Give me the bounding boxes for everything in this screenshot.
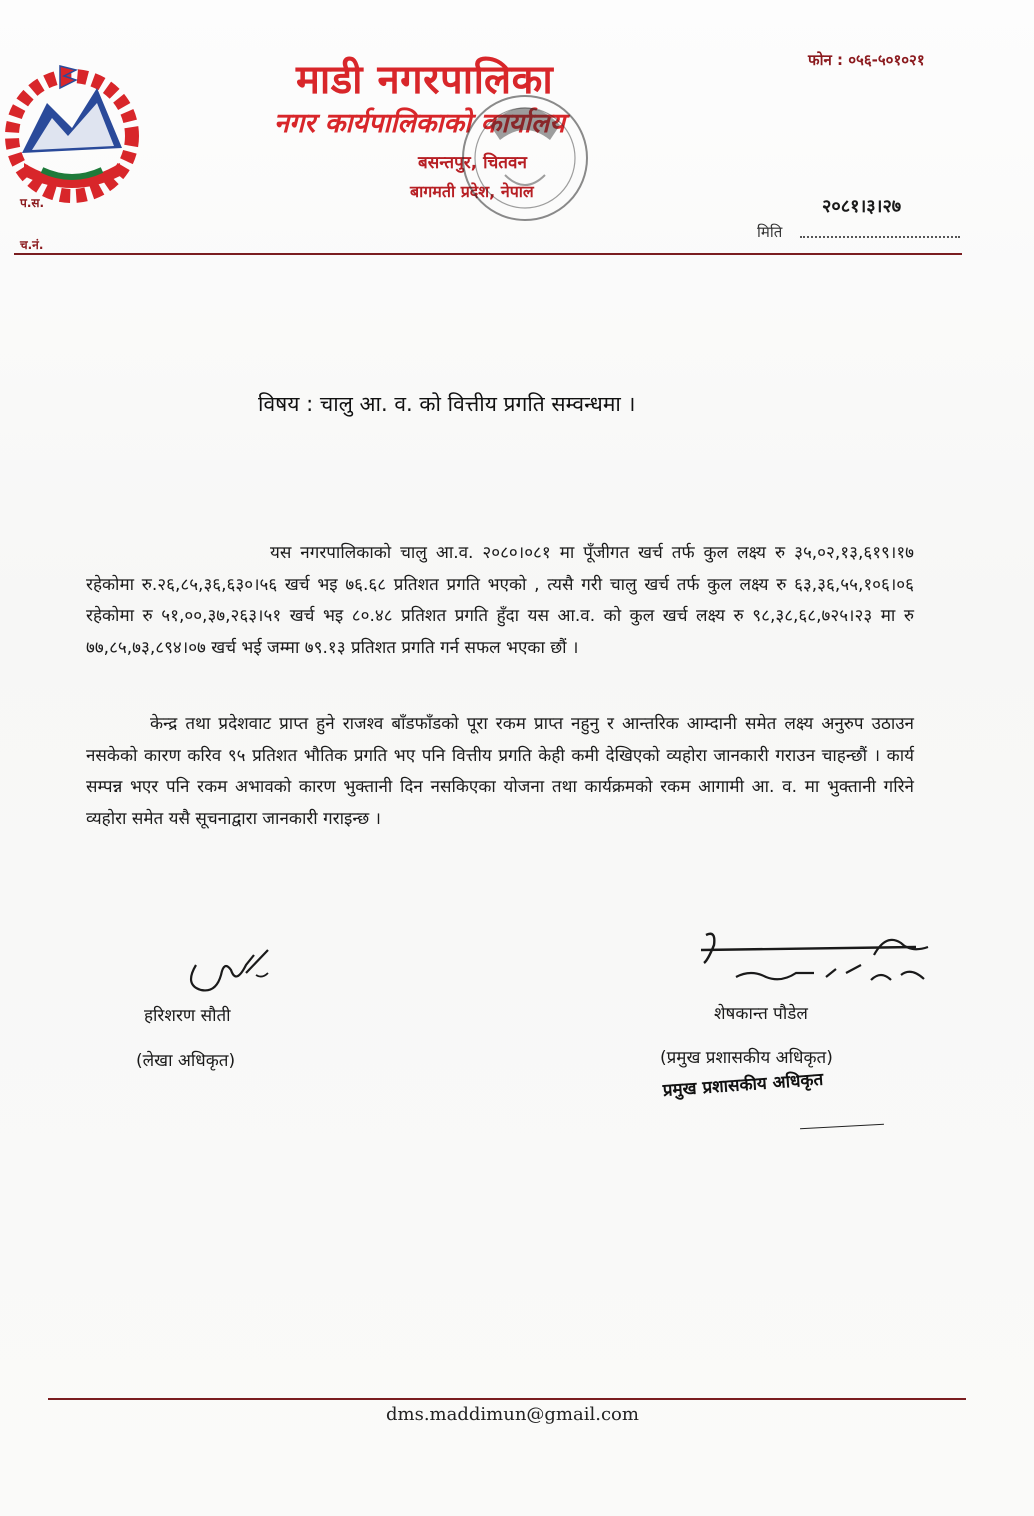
- address-line-2: बागमती प्रदेश, नेपाल: [410, 182, 534, 201]
- office-stamp-icon: [455, 80, 595, 235]
- header-divider: [14, 253, 962, 255]
- accountant-signature-icon: [176, 935, 286, 1005]
- body-paragraph-2: केन्द्र तथा प्रदेशवाट प्राप्त हुने राजश्व बाँडफाँडको पूरा रकम प्राप्त नहुनु र आन्तरिक आम्दानी समेत लक्ष्य अनुरुप उठाउन नसकेको कारण करिव ९५ प्रतिशत भौतिक प्रगति भए पनि वित्तीय प्रगति केही कमी देखिएको व्यहोरा जानकारी गराउन चाहन्छौं । कार्य सम्पन्न भएर पनि रकम अभावको कारण भुक्तानी दिन नसकिएका योजना तथा कार्यक्रमको रकम आगामी आ. व. मा भुक्तानी गरिने व्यहोरा समेत यसै सूचनाद्वारा जानकारी गराइन्छ ।: [86, 714, 914, 829]
- accountant-role: (लेखा अधिकृत): [136, 1051, 236, 1071]
- cao-designation-stamp: प्रमुख प्रशासकीय अधिकृत: [662, 1069, 824, 1101]
- address-line-1: बसन्तपुर, चितवन: [418, 153, 527, 173]
- footer-email: dms.maddimun@gmail.com: [386, 1404, 639, 1425]
- cn-label: च.नं.: [20, 238, 44, 252]
- letter-subject: विषय : चालु आ. व. को वित्तीय प्रगति सम्वन्धमा ।: [258, 392, 636, 416]
- municipality-title: माडी नगरपालिका: [296, 57, 554, 103]
- cao-signature-icon: [696, 925, 936, 1000]
- phone-number: फोन : ०५६-५०१०२१: [808, 51, 925, 69]
- cao-name: शेषकान्त पौडेल: [714, 1004, 808, 1024]
- accountant-name: हरिशरण सौती: [144, 1006, 231, 1026]
- letter-date: २०८१।३।२७: [822, 196, 902, 217]
- ps-label: प.स.: [20, 196, 45, 210]
- office-subtitle: नगर कार्यपालिकाको कार्यालय: [274, 108, 565, 139]
- miti-label: मिति: [757, 223, 783, 241]
- stamp-underline: [800, 1124, 884, 1129]
- miti-dotted-line: [800, 236, 960, 238]
- cao-role: (प्रमुख प्रशासकीय अधिकृत): [660, 1048, 833, 1068]
- nepal-emblem-icon: [2, 58, 142, 208]
- body-paragraph-1: यस नगरपालिकाको चालु आ.व. २०८०।०८१ मा पूँजीगत खर्च तर्फ कुल लक्ष्य रु ३५,०२,१३,६१९।१७ रहेकोमा रु.२६,८५,३६,६३०।५६ खर्च भइ ७६.६८ प्रतिशत प्रगति भएको , त्यसै गरी चालु खर्च तर्फ कुल लक्ष्य रु ६३,३६,५५,१०६।०६ रहेकोमा रु ५१,००,३७,२६३।५१ खर्च भइ ८०.४८ प्रतिशत प्रगति हुँदा यस आ.व. को कुल खर्च लक्ष्य रु ९८,३८,६८,७२५।२३ मा रु ७७,८५,७३,८९४।०७ खर्च भई जम्मा ७९.१३ प्रतिशत प्रगति गर्न सफल भएका छौं ।: [86, 543, 914, 658]
- footer-divider: [48, 1398, 966, 1400]
